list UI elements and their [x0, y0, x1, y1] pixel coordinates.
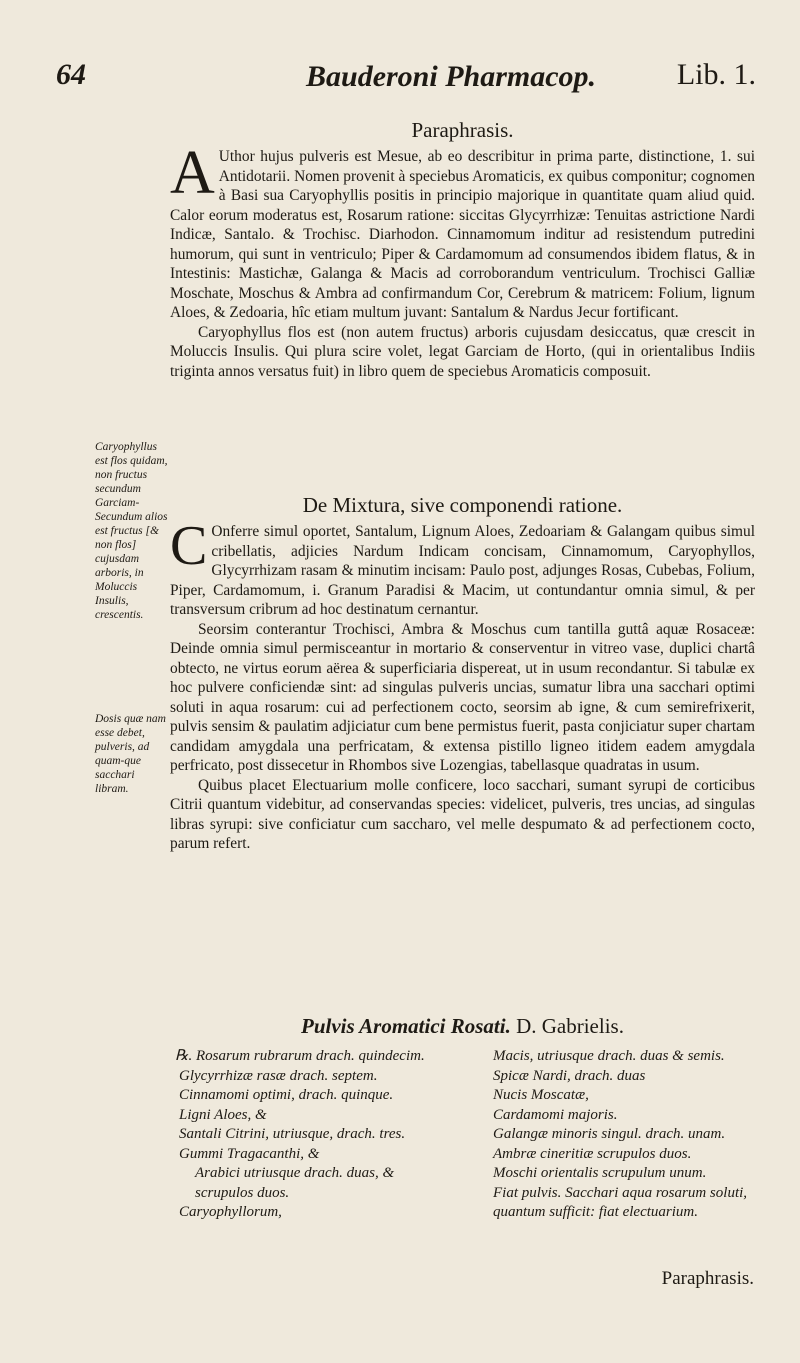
recipe-line: Ligni Aloes, &	[179, 1106, 267, 1123]
recipe-line: scrupulos duos.	[195, 1184, 290, 1201]
paragraph: Caryophyllus flos est (non autem fructus) arboris cujusdam desiccatus, quæ crescit in Moluccis Insulis. Qui plura scire volet, legat Garciam de Horto, (qui in orientalibus Indiis triginta annos versatus fuit) in libro quem de speciebus Aromaticis composuit.	[170, 323, 755, 380]
paragraph: Quibus placet Electuarium molle conficere, loco sacchari, sumant syrupi de corticibus Citrii quantum videbitur, ad conservandas species: videlicet, pulveris, tres uncias, ad singulas libras syrupi: sive conficiatur cum saccharo, vel melle despumato & ad perfectionem cocto, parum refert.	[170, 776, 755, 852]
recipe-line: Spicæ Nardi, drach. duas	[493, 1067, 646, 1084]
recipe-line: Arabici utriusque drach. duas, &	[195, 1165, 395, 1181]
recipe-line: Ambræ cineritiæ scrupulos duos.	[493, 1145, 692, 1162]
recipe-line: ℞. Rosarum rubrarum drach. quindecim.	[175, 1048, 425, 1064]
recipe-line: Santali Citrini, utriusque, drach. tres.	[179, 1126, 406, 1142]
section-heading-pulvis	[170, 1014, 755, 1039]
dropcap-a: A	[170, 139, 215, 207]
recipe-column-left	[175, 1047, 475, 1223]
recipe-line: Nucis Moscatæ,	[493, 1087, 589, 1103]
paragraph: Uthor hujus pulveris est Mesue, ab eo describitur in prima parte, distinctione, 1. sui Antidotarii. Nomen provenit à speciebus Aromaticis, ex quibus componitur; cognomen à Basi sua Caryophyllis positis in principio majorique in quantitate quam aliud quid. Calor eorum moderatus est, Rosarum ratione: siccitas Glycyrrhizæ: Tenuitas astrictione Nardi Indicæ, Santalo. & Trochisc. Diarhodon. Cinnamomum inditur ad resistendum putredini humorum, qui sunt in ventriculo; Piper & Cardamomum ad consumendos ibidem flatus, & in Intestinis: Mastichæ, Galanga & Macis ad corroborandum ventriculum. Trochisci Galliæ Moschate, Moschus & Ambra ad confirmandum Cor, Cerebrum & matricem: Folium, lignum Aloes, & Zedoaria, hîc etiam multum juvant: Santalum & Nardus Jecur fortificant.	[170, 148, 755, 321]
dropcap-c: C	[170, 515, 208, 577]
recipe-line: Macis, utriusque drach. duas & semis.	[493, 1048, 725, 1064]
running-title: Bauderoni Pharmacop.	[306, 60, 597, 93]
recipe-line: Gummi Tragacanthi, &	[179, 1145, 320, 1162]
recipe-line: quantum sufficit: fiat electuarium.	[493, 1204, 698, 1220]
recipe-line: Cardamomi majoris.	[493, 1106, 618, 1123]
recipe-line: Caryophyllorum,	[179, 1204, 282, 1220]
recipe-line: Galangæ minoris singul. drach. unam.	[493, 1126, 726, 1142]
recipe-title: Pulvis Aromatici Rosati.	[301, 1014, 511, 1038]
recipe-line: Glycyrrhizæ rasæ drach. septem.	[179, 1067, 378, 1084]
catchword: Paraphrasis.	[661, 1268, 754, 1289]
page-header	[56, 58, 756, 108]
margin-note: Dosis quæ nam esse debet, pulveris, ad quam-que sacchari libram.	[95, 713, 166, 795]
margin-note: Caryophyllus est flos quidam, non fructus secundum Garciam-Secundum alios est fructus [& non flos] cujusdam arboris, in Moluccis Insulis, crescentis.	[95, 441, 168, 621]
recipe-author: D. Gabrielis.	[516, 1014, 624, 1038]
section-heading-mixtura: De Mixtura, sive componendi ratione.	[302, 493, 623, 517]
section-heading-paraphrasis: Paraphrasis.	[411, 118, 514, 142]
book-number: Lib. 1.	[676, 58, 756, 91]
recipe-column-right	[493, 1047, 793, 1223]
mixtura-text	[170, 515, 755, 854]
paragraph: Onferre simul oportet, Santalum, Lignum Aloes, Zedoariam & Galangam quibus simul cribellatis, adjicies Nardum Indicam concisam, Cinnamomum, Caryophyllos, Glycyrrhizam rasam & minutim incisam: Paulo post, adjunges Rosas, Cubebas, Folium, Piper, Cardamomum, i. Granum Paradisi & Macim, ut contundantur omnia simul, & per transversum cribrum ad hoc destinatum cernantur.	[170, 523, 755, 618]
recipe-line: Moschi orientalis scrupulum unum.	[493, 1165, 707, 1181]
paragraph: Seorsim conterantur Trochisci, Ambra & Moschus cum tantilla guttâ aquæ Rosaceæ: Deinde omnia simul permisceantur in mortario & conserventur in vitreo vase, duplici chartâ obtecto, ne virtus eorum aërea & superficiaria dispereat, ut in usum recondantur. Si tabulæ ex hoc pulvere conficiendæ sint: ad singulas pulveris uncias, sumatur libra una sacchari optimi soluti in aqua rosarum: cui ad perfectionem cocto, seorsim ab igne, & cum semirefrixerit, pulvis sensim & paulatim adjiciatur cum bene permistus fuerit, pasta conjiciatur super chartam candidam amygdala una perfricatam, & extensa pistillo ligneo itidem eadem amygdala perfricato, post dissecetur in Rhombos sive Lozengias, tabellasque quadratas in usum.	[170, 620, 755, 774]
recipe-line: Cinnamomi optimi, drach. quinque.	[179, 1087, 394, 1103]
paraphrasis-text	[170, 139, 755, 381]
recipe-line: Fiat pulvis. Sacchari aqua rosarum soluti,	[493, 1184, 748, 1201]
page-number: 64	[56, 58, 86, 91]
